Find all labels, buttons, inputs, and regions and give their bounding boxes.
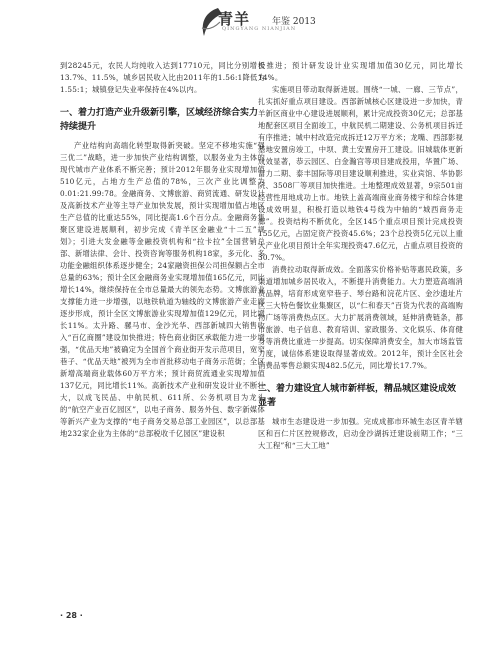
page-number: · 28 ·	[60, 611, 83, 620]
yearbook-logo-title: 青羊	[218, 10, 251, 28]
intro-paragraph: 到28245元，农民人均纯收入达到17710元，同比分别增长13.7%、11.5%，城乡居民收入比由2011年的1.56:1降低为1.55:1；城镇登记失业率保持在4%以内。	[60, 61, 265, 94]
body-paragraph: 城市生态建设进一步加强。完成成都市环城生态区青羊辖区和百仁片区控规修改，启动金沙湖拆迁建设前期工作；“三大工程”和“三大工地”	[258, 417, 463, 450]
body-paragraph: 极推进；预计研发设计业实现增加值30亿元，同比增长14%。	[258, 61, 463, 82]
left-column	[60, 60, 265, 440]
body-paragraph: 实施项目带动取得新进展。围绕“一城、一廊、三节点”，扎实抓好重点项目建设。西部新城核心区建设进一步加快，青羊新区商业中心建设进展顺利，累计完成投资30亿元；总部基地配套区项目全面竣工，中航民机二期建设、公务机项目拆迁有序推进；城中村改造完成拆迁12万平方米；龙嘴、西部影视基地安置房竣工，中坝、黄土安置房开工建设。旧城载体更新成效显著，恭云园区、白金瀚宫等项目建成投用，华置广场、富力二期、泰丰国际等项目建设顺利推进，实业宾馆、华协影院、3508厂等项目加快推进。土地整理成效显著，9宗501亩经营性用地成功上市。地铁上盖高端商业商务楼宇和综合体建设成效明显，积极打造以地铁4号线为中轴的“城西商务走廊”。投资结构不断优化，全区145个重点项目预计完成投资155亿元，占固定资产投资45.6%；23个总投资5亿元以上重大产业化项目预计全年实现投资47.6亿元，占重点项目投资的30.7%。	[258, 85, 463, 262]
page-header	[0, 0, 480, 52]
section-1-heading: 一、着力打造产业升级新引擎，区域经济综合实力持续提升	[60, 108, 259, 132]
right-column	[258, 60, 463, 452]
yearbook-logo-subtitle: QINGYANG NIANJIAN	[222, 26, 297, 32]
section-2-heading: 二、着力建设宜人城市新样板，精品城区建设成效显著	[258, 384, 457, 408]
yearbook-logo-year: 年鉴 2013	[272, 17, 316, 27]
body-paragraph: 产业结构向高端化转型取得新突破。坚定不移地实施“强三优二”战略，进一步加快产业结构调整，以服务业为主体的现代城市产业体系不断完善；预计2012年服务业实现增加值510亿元，占地方生产总值的78%，三次产业比调整为0.01:21.99:78。金融商务、文博旅游、商贸流通、研发设计及高新技术产业等主导产业加快发展，预计实现增加值占地区生产总值的比重达55%，同比提高1.6个百分点。金融商务集聚区建设进展顺利，初步完成《青羊区金融业“十二五”规划》；引进大发金融等金融投资机构和“拉卡拉”全国营销总部、新增法律、会计、投资咨询等服务机构18家，多元化、多功能金融组织体系逐步健全；24家融资担保公司担保额占全市总量的63%；预计全区金融商务业实现增加值165亿元，同比增长14%，继续保持在全市总量最大的领先态势。文博旅游业支撑能力进一步增强，以地铁轨道为轴线的文博旅游产业走廊逐步形成，预计全区文博旅游业实现增加值129亿元，同比增长11%。太升路、骡马市、金沙光华、西部新城四大销售收入“百亿商圈”建设加快推进；特色商业街区承载能力进一步增强，“优品天地”被确定为全国首个商业街开发示范项目，宽窄巷子、“优品天地”被列为全市首批移动电子商务示范街；全区新增高端商业载体60万平方米；预计商贸流通业实现增加值137亿元，同比增长11%。高新技术产业和研发设计业不断壮大，以成飞民品、中航民机、611所、公务机项目为龙头的“航空产业百亿园区”，以电子商务、服务外包、数字新媒体等新兴产业为支撑的“电子商务交易总部工业园区”，以总部基地232家企业为主体的“总部税收千亿园区”建设积	[60, 141, 265, 438]
body-paragraph: 消费拉动取得新成效。全面落实价格补贴等惠民政策，多渠道增加城乡居民收入，不断提升消费能力。大力塑造高端消费品牌，培育形成宽窄巷子、琴台路和浣花片区、金沙遗址片区三大特色餐饮业集聚区，以“仁和春天”百货为代表的高端购物广场等消费热点区。大力扩展消费领域，延伸消费链条，都市旅游、电子信息、教育培训、家政服务、文化娱乐、体育健身等消费比重进一步提高。切实保障消费安全，加大市场监管力度，诚信体系建设取得显著成效。2012年，预计全区社会消费品零售总额实现482.5亿元，同比增长17.7%。	[258, 265, 463, 370]
